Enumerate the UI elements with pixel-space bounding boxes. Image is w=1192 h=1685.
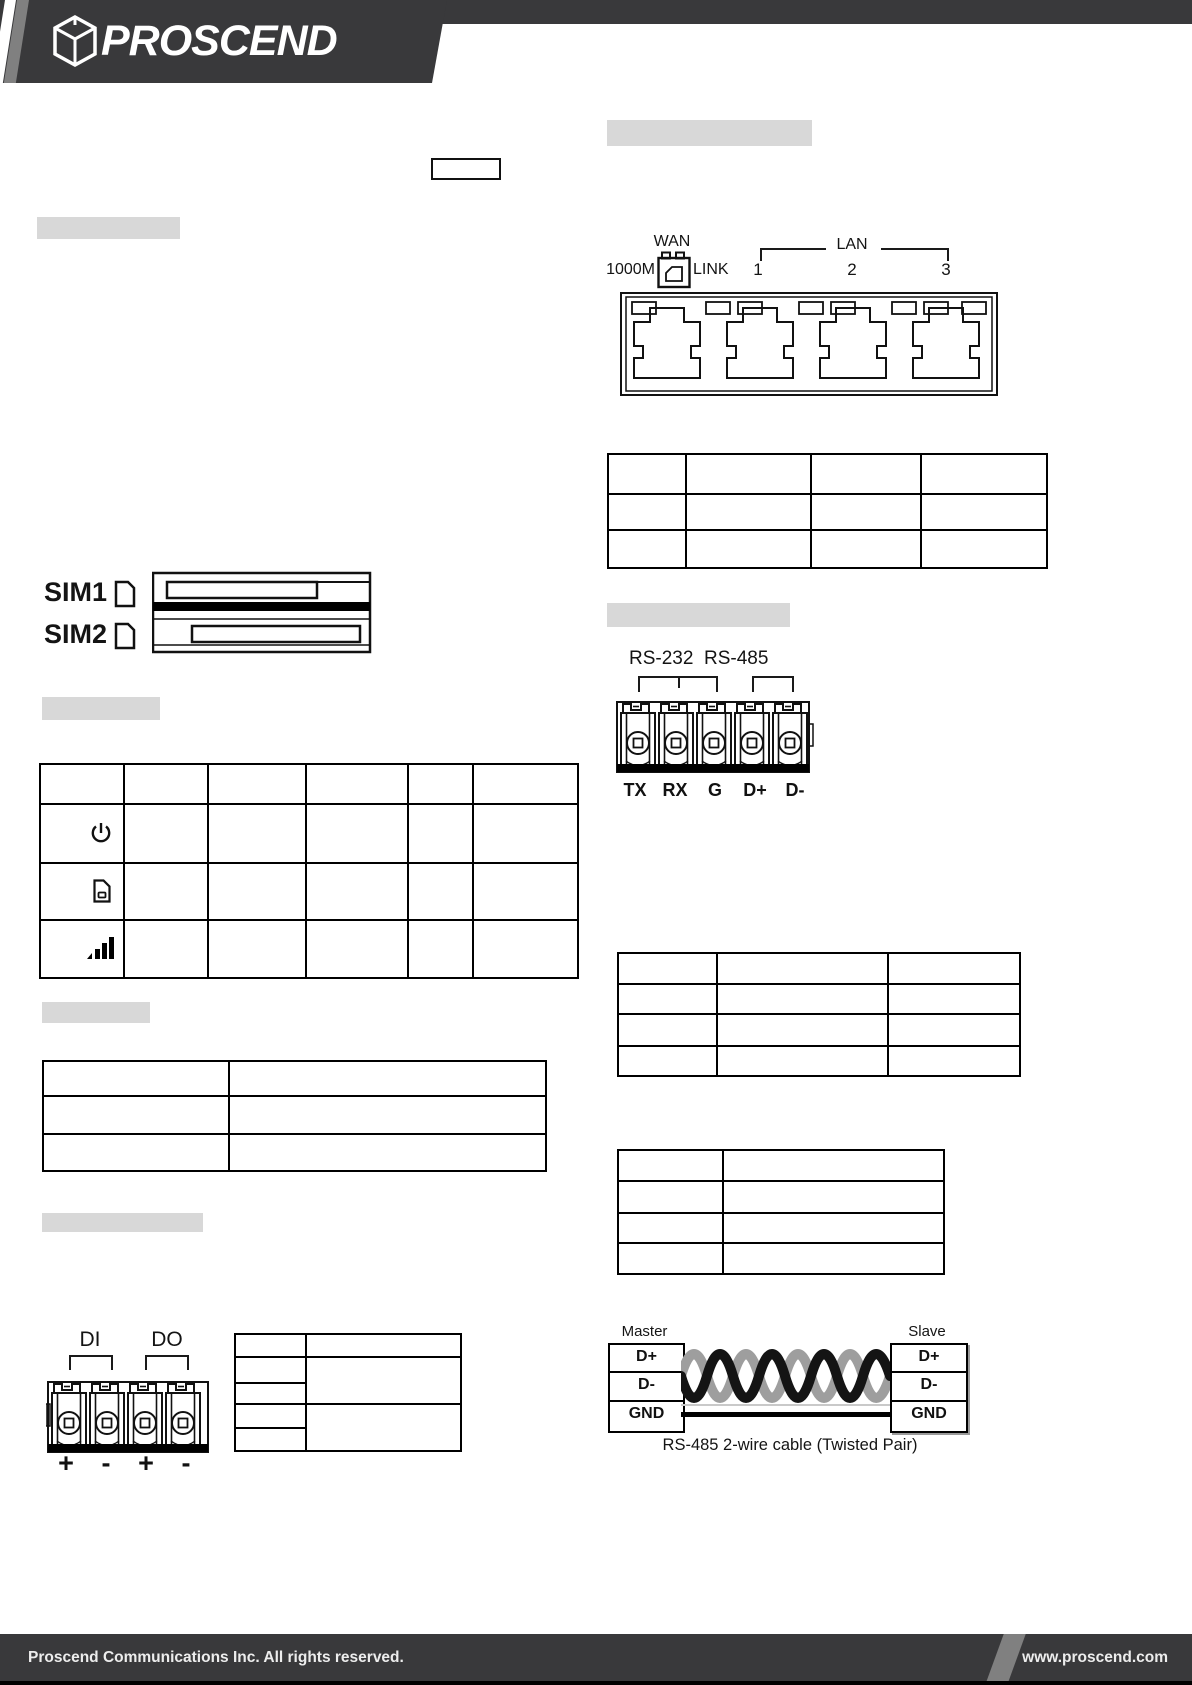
- sim2-label: SIM2: [44, 619, 108, 649]
- polarity-label: +: [138, 1448, 154, 1478]
- polarity-label: -: [181, 1448, 191, 1478]
- lan-label: LAN: [836, 236, 868, 253]
- speed-1000m-label: 1000M: [606, 261, 655, 278]
- section-heading-bar-ethernet: [607, 120, 812, 146]
- di-bracket: [69, 1355, 113, 1370]
- twisted-pair-cable: [681, 1348, 890, 1404]
- section-heading-bar-dido: [42, 1213, 203, 1232]
- lan-port-number: 2: [847, 260, 857, 279]
- serial-pin-labels: [615, 780, 815, 801]
- do-bracket: [145, 1355, 189, 1370]
- rj45-port-icon: [657, 251, 691, 289]
- master-pin-dplus: D+: [608, 1343, 685, 1375]
- section-heading-bar-reset: [42, 1002, 150, 1023]
- slave-pin-gnd: GND: [890, 1400, 968, 1433]
- cable-caption: RS-485 2-wire cable (Twisted Pair): [662, 1436, 918, 1454]
- ethernet-panel-diagram: [620, 292, 998, 396]
- cube-logo-icon: [52, 15, 98, 67]
- serial-pin-label: D-: [785, 780, 805, 800]
- link-label: LINK: [693, 261, 729, 278]
- polarity-label: -: [101, 1448, 111, 1478]
- lan-bracket-left: [760, 248, 826, 261]
- di-label: DI: [79, 1328, 101, 1351]
- rs485-bracket: [752, 676, 794, 692]
- rs232-bracket: [638, 676, 718, 692]
- serial-pin-label: TX: [623, 780, 647, 800]
- led-status-table: [39, 763, 579, 979]
- gnd-wire-line: [681, 1412, 890, 1417]
- sim-card-icon: [113, 580, 137, 608]
- section-heading-bar-led: [42, 697, 160, 720]
- footer-copyright: Proscend Communications Inc. All rights reserved.: [28, 1649, 404, 1666]
- lan-port-number: 3: [941, 260, 951, 279]
- signal-bars-icon: [86, 936, 114, 961]
- master-label: Master: [621, 1323, 668, 1340]
- dido-polarity-labels: [46, 1448, 206, 1479]
- footer-bottom-strip: [0, 1681, 1192, 1685]
- power-icon: [89, 820, 113, 846]
- footer-bar: [0, 1634, 1192, 1681]
- section-heading-bar-overview: [37, 217, 180, 239]
- sim-card-icon: [92, 878, 112, 904]
- rs232-label: RS-232: [629, 648, 694, 669]
- dual-sim-tray-diagram: [152, 571, 372, 655]
- sim-card-icon: [113, 622, 137, 650]
- lan-port-number: 1: [753, 260, 763, 279]
- master-pin-gnd: GND: [608, 1400, 685, 1433]
- section-heading-bar-serial: [607, 603, 790, 627]
- footer-website-link[interactable]: www.proscend.com: [1022, 1649, 1168, 1666]
- slave-label: Slave: [908, 1323, 946, 1340]
- wan-label: WAN: [653, 233, 691, 250]
- serial-terminal-block-diagram: [615, 692, 815, 782]
- serial-pinout-table: [617, 1149, 945, 1275]
- serial-pin-label: G: [707, 780, 722, 800]
- polarity-label: +: [58, 1448, 74, 1478]
- dido-spec-table: [234, 1333, 462, 1452]
- serial-pin-label: RX: [662, 780, 688, 800]
- slave-pin-dplus: D+: [890, 1343, 968, 1375]
- footer-stripe: [985, 1634, 1027, 1681]
- cable-thin-line: [681, 1404, 890, 1406]
- rs485-label: RS-485: [704, 648, 769, 669]
- ethernet-led-table: [607, 453, 1048, 569]
- brand-logo-text: PROSCEND: [101, 17, 337, 65]
- two-column-table: [42, 1060, 547, 1172]
- rs232-bracket-tick: [678, 678, 680, 688]
- master-pin-dminus: D-: [608, 1371, 685, 1403]
- slave-pin-dminus: D-: [890, 1371, 968, 1403]
- serial-settings-table: [617, 952, 1021, 1077]
- serial-pin-label: D+: [743, 780, 767, 800]
- sim1-label: SIM1: [44, 577, 108, 607]
- do-label: DO: [151, 1328, 183, 1351]
- version-box: [431, 158, 501, 180]
